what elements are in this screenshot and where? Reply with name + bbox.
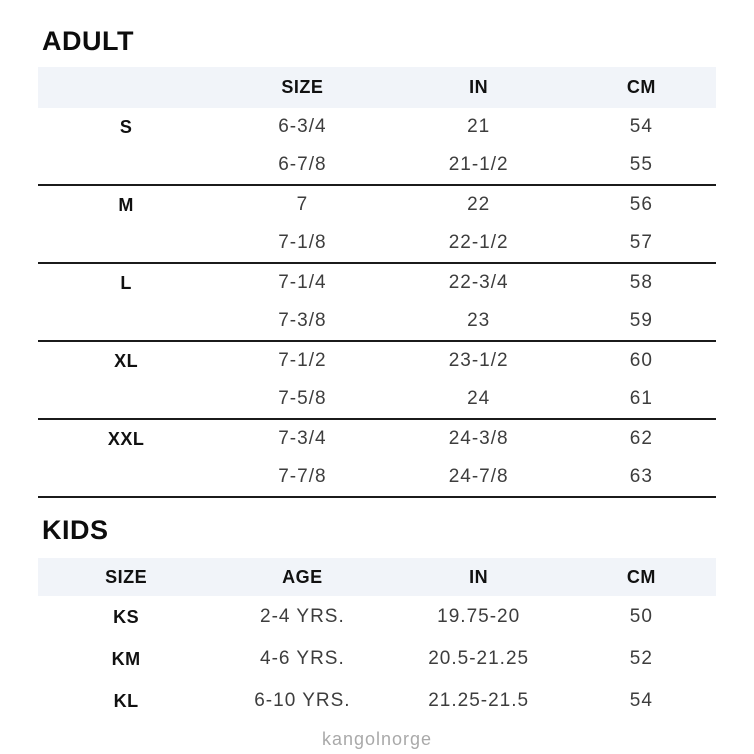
adult-size-table: [38, 67, 716, 498]
cell-cm: 54: [629, 690, 653, 711]
cell-cm: 55: [629, 154, 653, 175]
cell-age: 4-6 YRS.: [260, 648, 345, 669]
size-label: M: [118, 194, 134, 215]
table-row: [38, 302, 716, 340]
cell-in: 19.75-20: [437, 606, 521, 627]
table-row: [38, 380, 716, 418]
cell-in: 22: [467, 194, 491, 215]
cell-cm: 62: [629, 428, 653, 449]
kids-table-header-row: [38, 558, 716, 596]
table-row: [38, 342, 716, 380]
table-row: [38, 224, 716, 262]
cell-size: 7-1/8: [278, 232, 327, 253]
adult-size-group-l: [38, 264, 716, 342]
adult-col-header-cm: CM: [626, 77, 656, 97]
size-label: KS: [113, 606, 140, 627]
kids-col-header-in: IN: [469, 566, 489, 587]
kids-col-header-cm: CM: [626, 566, 656, 587]
adult-col-header-size: SIZE: [281, 77, 324, 97]
cell-size: 7-5/8: [278, 388, 327, 409]
cell-size: 7: [296, 194, 309, 215]
adult-table-header-row: [38, 67, 716, 108]
cell-cm: 56: [629, 194, 653, 215]
size-label: L: [120, 272, 132, 293]
size-label: KM: [111, 648, 141, 669]
size-label: XL: [114, 350, 139, 371]
table-row: [38, 680, 716, 722]
cell-age: 6-10 YRS.: [254, 690, 351, 711]
cell-cm: 58: [629, 272, 653, 293]
kids-section-title: KIDS: [42, 515, 109, 545]
table-row: [38, 596, 716, 638]
cell-cm: 57: [629, 232, 653, 253]
cell-size: 7-1/2: [278, 350, 327, 371]
cell-size: 7-3/4: [278, 428, 327, 449]
kids-size-table: [38, 558, 716, 722]
cell-cm: 63: [629, 466, 653, 487]
cell-cm: 54: [629, 116, 653, 137]
adult-section-title: ADULT: [42, 26, 134, 56]
cell-cm: 61: [629, 388, 653, 409]
brand-watermark: kangolnorge: [321, 729, 433, 749]
cell-in: 22-1/2: [448, 232, 509, 253]
cell-in: 21.25-21.5: [428, 690, 530, 711]
cell-in: 23-1/2: [448, 350, 509, 371]
cell-in: 23: [467, 310, 491, 331]
table-row: [38, 458, 716, 496]
cell-in: 24: [467, 388, 491, 409]
cell-size: 6-3/4: [278, 116, 327, 137]
adult-col-header-in: IN: [469, 77, 489, 97]
kids-col-header-size: SIZE: [105, 566, 148, 587]
page-footer: [38, 729, 716, 750]
table-row: [38, 264, 716, 302]
table-row: [38, 186, 716, 224]
cell-cm: 60: [629, 350, 653, 371]
table-row: [38, 146, 716, 184]
cell-in: 24-7/8: [448, 466, 509, 487]
size-label: S: [119, 116, 133, 137]
adult-size-group-s: [38, 108, 716, 186]
adult-size-group-m: [38, 186, 716, 264]
cell-in: 21-1/2: [448, 154, 509, 175]
cell-size: 7-7/8: [278, 466, 327, 487]
cell-in: 20.5-21.25: [428, 648, 530, 669]
cell-cm: 50: [629, 606, 653, 627]
cell-in: 24-3/8: [448, 428, 509, 449]
table-row: [38, 108, 716, 146]
table-row: [38, 638, 716, 680]
cell-cm: 59: [629, 310, 653, 331]
cell-size: 6-7/8: [278, 154, 327, 175]
cell-age: 2-4 YRS.: [260, 606, 345, 627]
cell-in: 22-3/4: [448, 272, 509, 293]
table-row: [38, 420, 716, 458]
kids-col-header-age: AGE: [282, 566, 323, 587]
cell-size: 7-1/4: [278, 272, 327, 293]
cell-size: 7-3/8: [278, 310, 327, 331]
cell-in: 21: [467, 116, 491, 137]
adult-size-group-xxl: [38, 420, 716, 498]
size-label: KL: [113, 690, 139, 711]
cell-cm: 52: [629, 648, 653, 669]
size-label: XXL: [107, 428, 145, 449]
adult-size-group-xl: [38, 342, 716, 420]
